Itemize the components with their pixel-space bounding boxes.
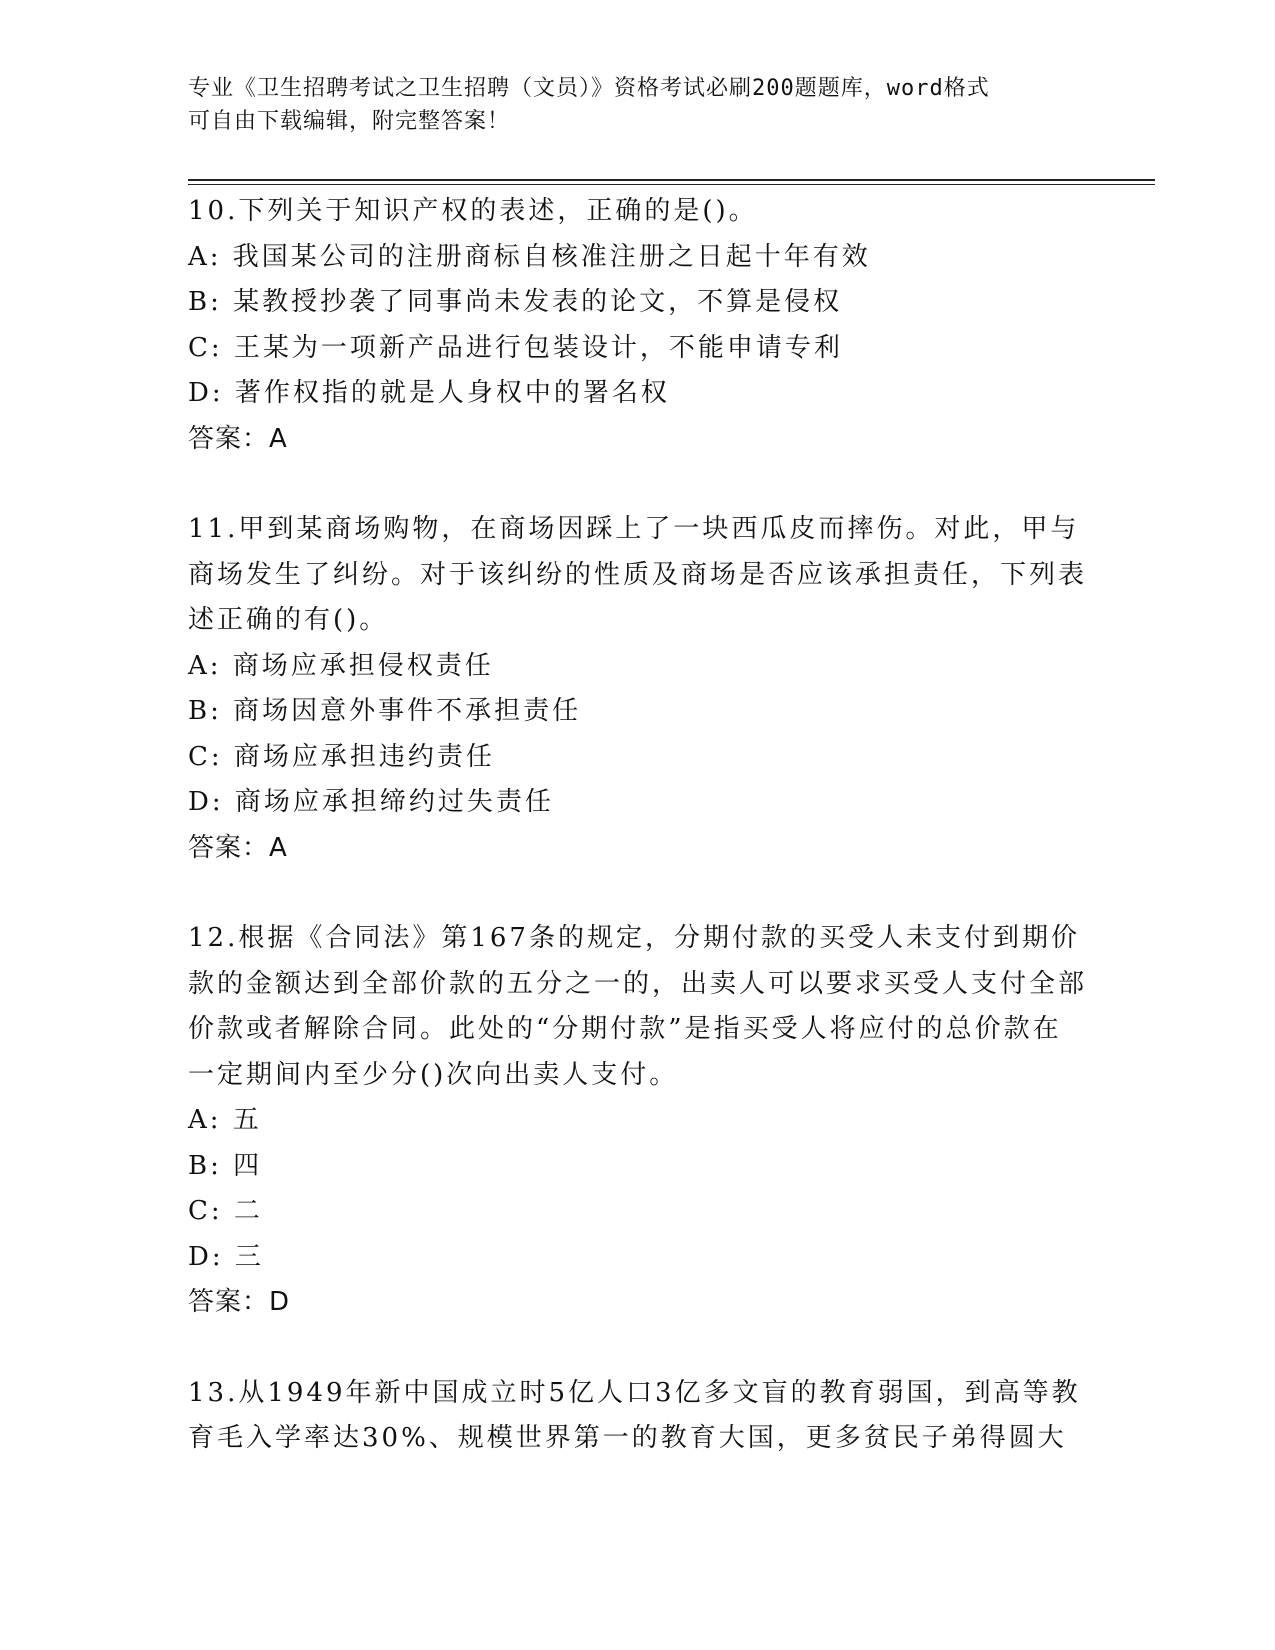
question-text: 13.从1949年新中国成立时5亿人口3亿多文盲的教育弱国，到高等教育毛入学率达30%、规模世界第一的教育大国，更多贫民子弟得圆大 [188,1377,1081,1453]
question-text: 10.下列关于知识产权的表述，正确的是()。 [188,196,758,226]
option-b: B: 商场因意外事件不承担责任 [188,696,582,726]
answer: 答案：A [188,832,288,863]
option-a: A: 五 [188,1105,262,1135]
answer: 答案：A [188,423,288,454]
document-header [188,72,1088,138]
question-12 [188,916,1088,1326]
spacer [188,871,1088,916]
question-text: 11.甲到某商场购物，在商场因踩上了一块西瓜皮而摔伤。对此，甲与商场发生了纠纷。对于该纠纷的性质及商场是否应该承担责任，下列表述正确的有()。 [188,514,1088,635]
header-divider-thin [188,184,1155,185]
option-d: D: 著作权指的就是人身权中的署名权 [188,378,670,408]
option-a: A: 商场应承担侵权责任 [188,650,494,681]
option-d: D: 三 [188,1241,264,1272]
option-d: D: 商场应承担缔约过失责任 [188,787,554,817]
spacer [188,462,1088,507]
option-b: B: 某教授抄袭了同事尚未发表的论文，不算是侵权 [188,287,843,317]
option-a: A: 我国某公司的注册商标自核准注册之日起十年有效 [188,241,871,272]
header-divider [188,179,1155,181]
question-list [188,189,1088,1462]
question-10 [188,189,1088,462]
question-text: 12.根据《合同法》第167条的规定，分期付款的买受人未支付到期价款的金额达到全部价款的五分之一的，出卖人可以要求买受人支付全部价款或者解除合同。此处的“分期付款”是指买受人将应付的总价款在一定期间内至少分()次向出卖人支付。 [188,923,1088,1090]
option-c: C: 商场应承担违约责任 [188,741,495,772]
option-c: C: 二 [188,1196,263,1226]
header-line-1: 专业《卫生招聘考试之卫生招聘（文员）》资格考试必刷200题题库，word格式 [188,76,990,101]
question-11 [188,507,1088,871]
option-c: C: 王某为一项新产品进行包装设计，不能申请专利 [188,332,843,363]
header-line-2: 可自由下载编辑，附完整答案！ [188,109,511,134]
answer: 答案：D [188,1287,291,1317]
spacer [188,1326,1088,1371]
question-13 [188,1371,1088,1462]
option-b: B: 四 [188,1150,263,1181]
